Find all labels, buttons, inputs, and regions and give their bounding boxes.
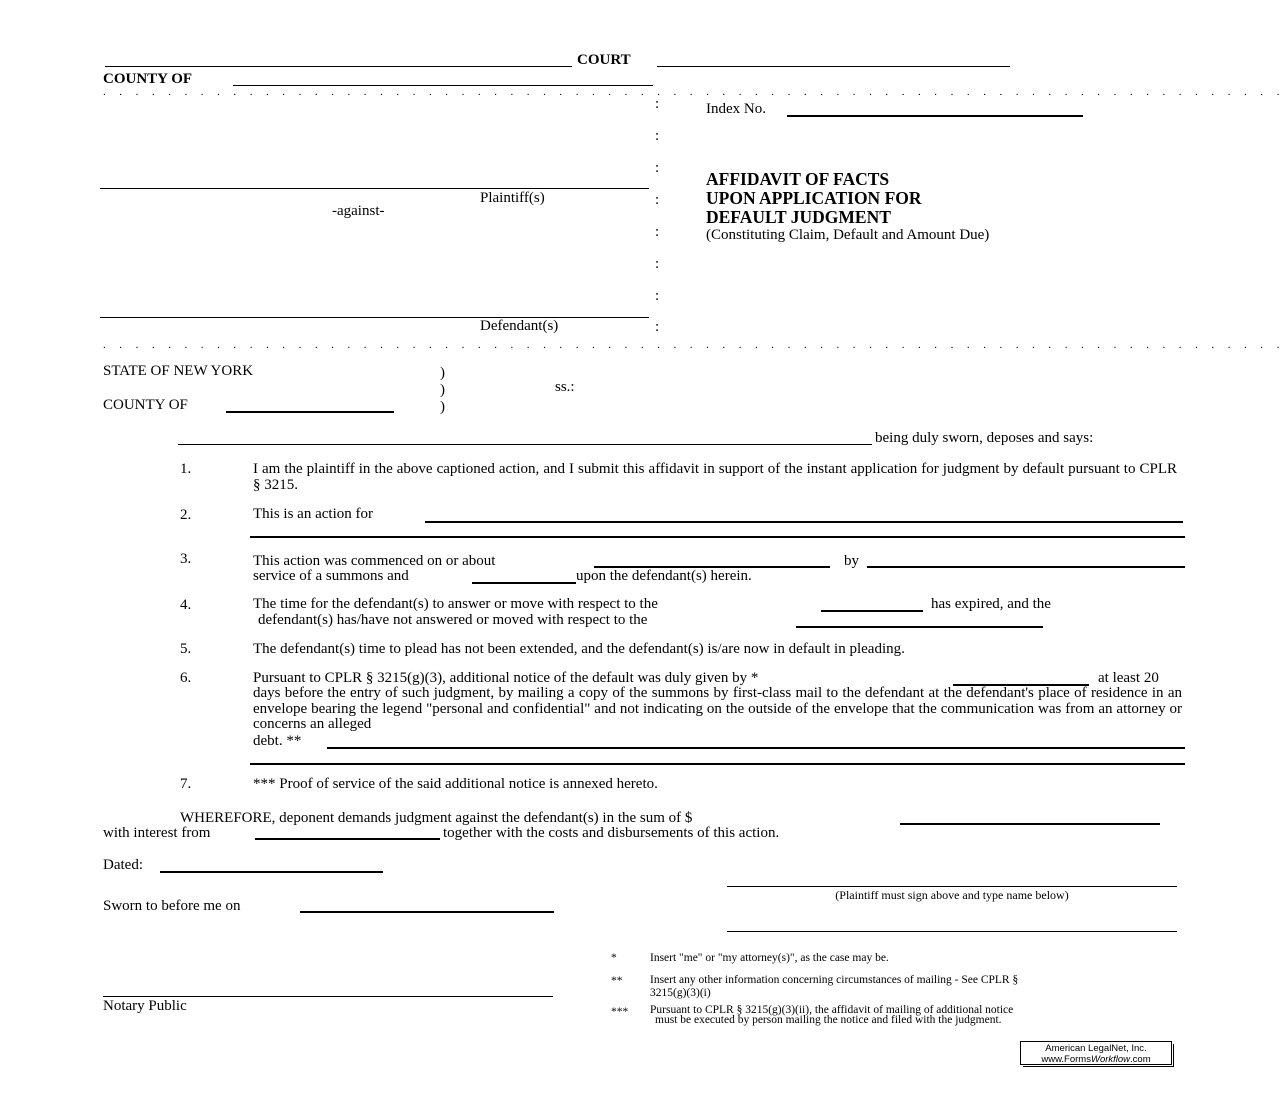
caption-colon: : — [655, 224, 660, 240]
against-label: -against- — [332, 203, 385, 219]
para-4-text-a: The time for the defendant(s) to answer or move with respect to the — [253, 596, 658, 612]
venue-paren: ) — [440, 399, 445, 415]
court-name-line[interactable] — [105, 66, 572, 67]
caption-colon: : — [655, 256, 660, 272]
plaintiff-signature-line[interactable] — [727, 886, 1177, 887]
venue-paren: ) — [440, 382, 445, 398]
venue-ss: ss.: — [555, 379, 575, 395]
index-number-label: Index No. — [706, 101, 766, 117]
footnote-mark: *** — [611, 1006, 629, 1018]
venue-state: STATE OF NEW YORK — [103, 363, 254, 379]
deponent-name-line[interactable] — [178, 444, 872, 445]
venue-county: COUNTY OF — [103, 397, 188, 413]
para-5-text: The defendant(s) time to plead has not been extended, and the defendant(s) is/are now in default in pleading. — [253, 641, 905, 657]
para-6-text-a: Pursuant to CPLR § 3215(g)(3), additional notice of the default was duly given by * — [253, 670, 759, 686]
judgment-amount-line[interactable] — [900, 823, 1160, 825]
dated-line[interactable] — [160, 871, 383, 873]
plaintiff-label: Plaintiff(s) — [480, 190, 545, 206]
plaintiff-name-line[interactable] — [100, 188, 649, 189]
wherefore-text-c: together with the costs and disbursements of this action. — [443, 825, 780, 841]
caption-colon: : — [655, 128, 660, 144]
para-number: 6. — [180, 670, 192, 686]
summons-with-line[interactable] — [472, 582, 576, 584]
action-type-line[interactable] — [425, 521, 1183, 523]
plaintiff-typed-name-line[interactable] — [727, 931, 1177, 932]
mailing-info-line-2[interactable] — [250, 763, 1185, 765]
court-suffix-line[interactable] — [657, 66, 1010, 67]
para-6-text-b: at least 20 — [1098, 670, 1159, 686]
deponent-text: being duly sworn, deposes and says: — [875, 430, 1094, 446]
para-number: 7. — [180, 776, 192, 792]
respect-to-line-2[interactable] — [796, 626, 1043, 628]
para-4-text-b: has expired, and the — [931, 596, 1051, 612]
court-label: COURT — [577, 52, 631, 68]
footnote-mark: ** — [611, 975, 623, 987]
notary-signature-line[interactable] — [103, 996, 553, 997]
publisher-logo — [1020, 1041, 1172, 1065]
doc-title-line1: AFFIDAVIT OF FACTS — [706, 169, 890, 189]
defendant-label: Defendant(s) — [480, 318, 559, 334]
para-number: 1. — [180, 461, 192, 477]
wherefore-text-a: WHEREFORE, deponent demands judgment against the defendant(s) in the sum of $ — [180, 810, 693, 826]
caption-colon: : — [655, 192, 660, 208]
caption-colon: : — [655, 96, 660, 112]
para-3-text-c: service of a summons and — [253, 568, 409, 584]
dated-label: Dated: — [103, 857, 143, 873]
logo-line2 — [1021, 1054, 1171, 1065]
footnote-3-line1: Pursuant to CPLR § 3215(g)(3)(ii), the affidavit of mailing of additional notice — [650, 1004, 1014, 1016]
para-3-text-a: This action was commenced on or about — [253, 553, 496, 569]
footnote-mark: * — [611, 952, 617, 964]
doc-subtitle: (Constituting Claim, Default and Amount Due) — [706, 227, 990, 243]
caption-colon: : — [655, 319, 660, 335]
mailing-info-line[interactable] — [327, 747, 1185, 749]
county-label: COUNTY OF — [103, 71, 193, 87]
caption-bottom-dots: . . . . . . . . . . . . . . . . . . . . . . . . . . . . . . . . . . . . . . . . . . . . . . . . . . . . . . . . . . . . . . . . . . . . . . . . . — [103, 339, 1285, 351]
respect-to-line[interactable] — [821, 610, 923, 612]
wherefore-text-b: with interest from — [103, 825, 211, 841]
logo-workflow: Workflow — [1090, 1054, 1131, 1065]
index-number-line[interactable] — [787, 115, 1083, 117]
para-2-text: This is an action for — [253, 506, 373, 522]
action-type-line-2[interactable] — [250, 536, 1185, 538]
para-number: 2. — [180, 507, 192, 523]
doc-title-line3: DEFAULT JUDGMENT — [706, 207, 891, 227]
sworn-date-line[interactable] — [300, 911, 554, 913]
para-6-text-c: debt. ** — [253, 733, 302, 749]
para-1-text: I am the plaintiff in the above captioned action, and I submit this affidavit in support of the instant application for judgment by default pursuant to CPLR § 3215. — [253, 461, 1177, 493]
doc-title-line2: UPON APPLICATION FOR — [706, 188, 922, 208]
interest-from-line[interactable] — [255, 838, 440, 840]
para-4-text-c: defendant(s) has/have not answered or moved with respect to the — [258, 612, 648, 628]
para-6-body: days before the entry of such judgment, by mailing a copy of the summons by first-class mail to the defendant at the defendant's place of residence in an envelope bearing the legend "personal and confidential" and not indicating on the outside of the envelope that the communication was from an attorney or concerns an alleged — [253, 685, 1182, 732]
logo-com: .com — [1130, 1054, 1151, 1065]
commenced-method-line[interactable] — [867, 566, 1185, 568]
logo-line1: American LegalNet, Inc. — [1045, 1043, 1147, 1054]
caption-colon: : — [655, 288, 660, 304]
para-number: 3. — [180, 551, 192, 567]
para-3-text-d: upon the defendant(s) herein. — [576, 568, 752, 584]
plaintiff-sign-note: (Plaintiff must sign above and type name below) — [835, 888, 1069, 902]
caption-colon: : — [655, 160, 660, 176]
footnote-1: Insert "me" or "my attorney(s)", as the case may be. — [650, 952, 889, 964]
venue-county-line[interactable] — [226, 411, 394, 413]
caption-top-dots: . . . . . . . . . . . . . . . . . . . . . . . . . . . . . . . . . . . . . . . . . . . . . . . . . . . . . . . . . . . . . . . . . . . . . . . . . — [103, 86, 1285, 98]
notary-label: Notary Public — [103, 998, 187, 1014]
footnote-2-line2: 3215(g)(3)(i) — [650, 987, 711, 999]
footnote-2-line1: Insert any other information concerning circumstances of mailing - See CPLR § — [650, 974, 1019, 986]
sworn-label: Sworn to before me on — [103, 898, 241, 914]
footnote-3-line2: must be executed by person mailing the notice and filed with the judgment. — [655, 1014, 1002, 1026]
logo-forms: www.Forms — [1041, 1054, 1091, 1065]
para-3-text-b: by — [844, 553, 859, 569]
para-7-text: *** Proof of service of the said additional notice is annexed hereto. — [253, 776, 658, 792]
venue-paren: ) — [440, 365, 445, 381]
defendant-name-line[interactable] — [100, 317, 649, 318]
para-number: 5. — [180, 641, 192, 657]
para-number: 4. — [180, 597, 192, 613]
